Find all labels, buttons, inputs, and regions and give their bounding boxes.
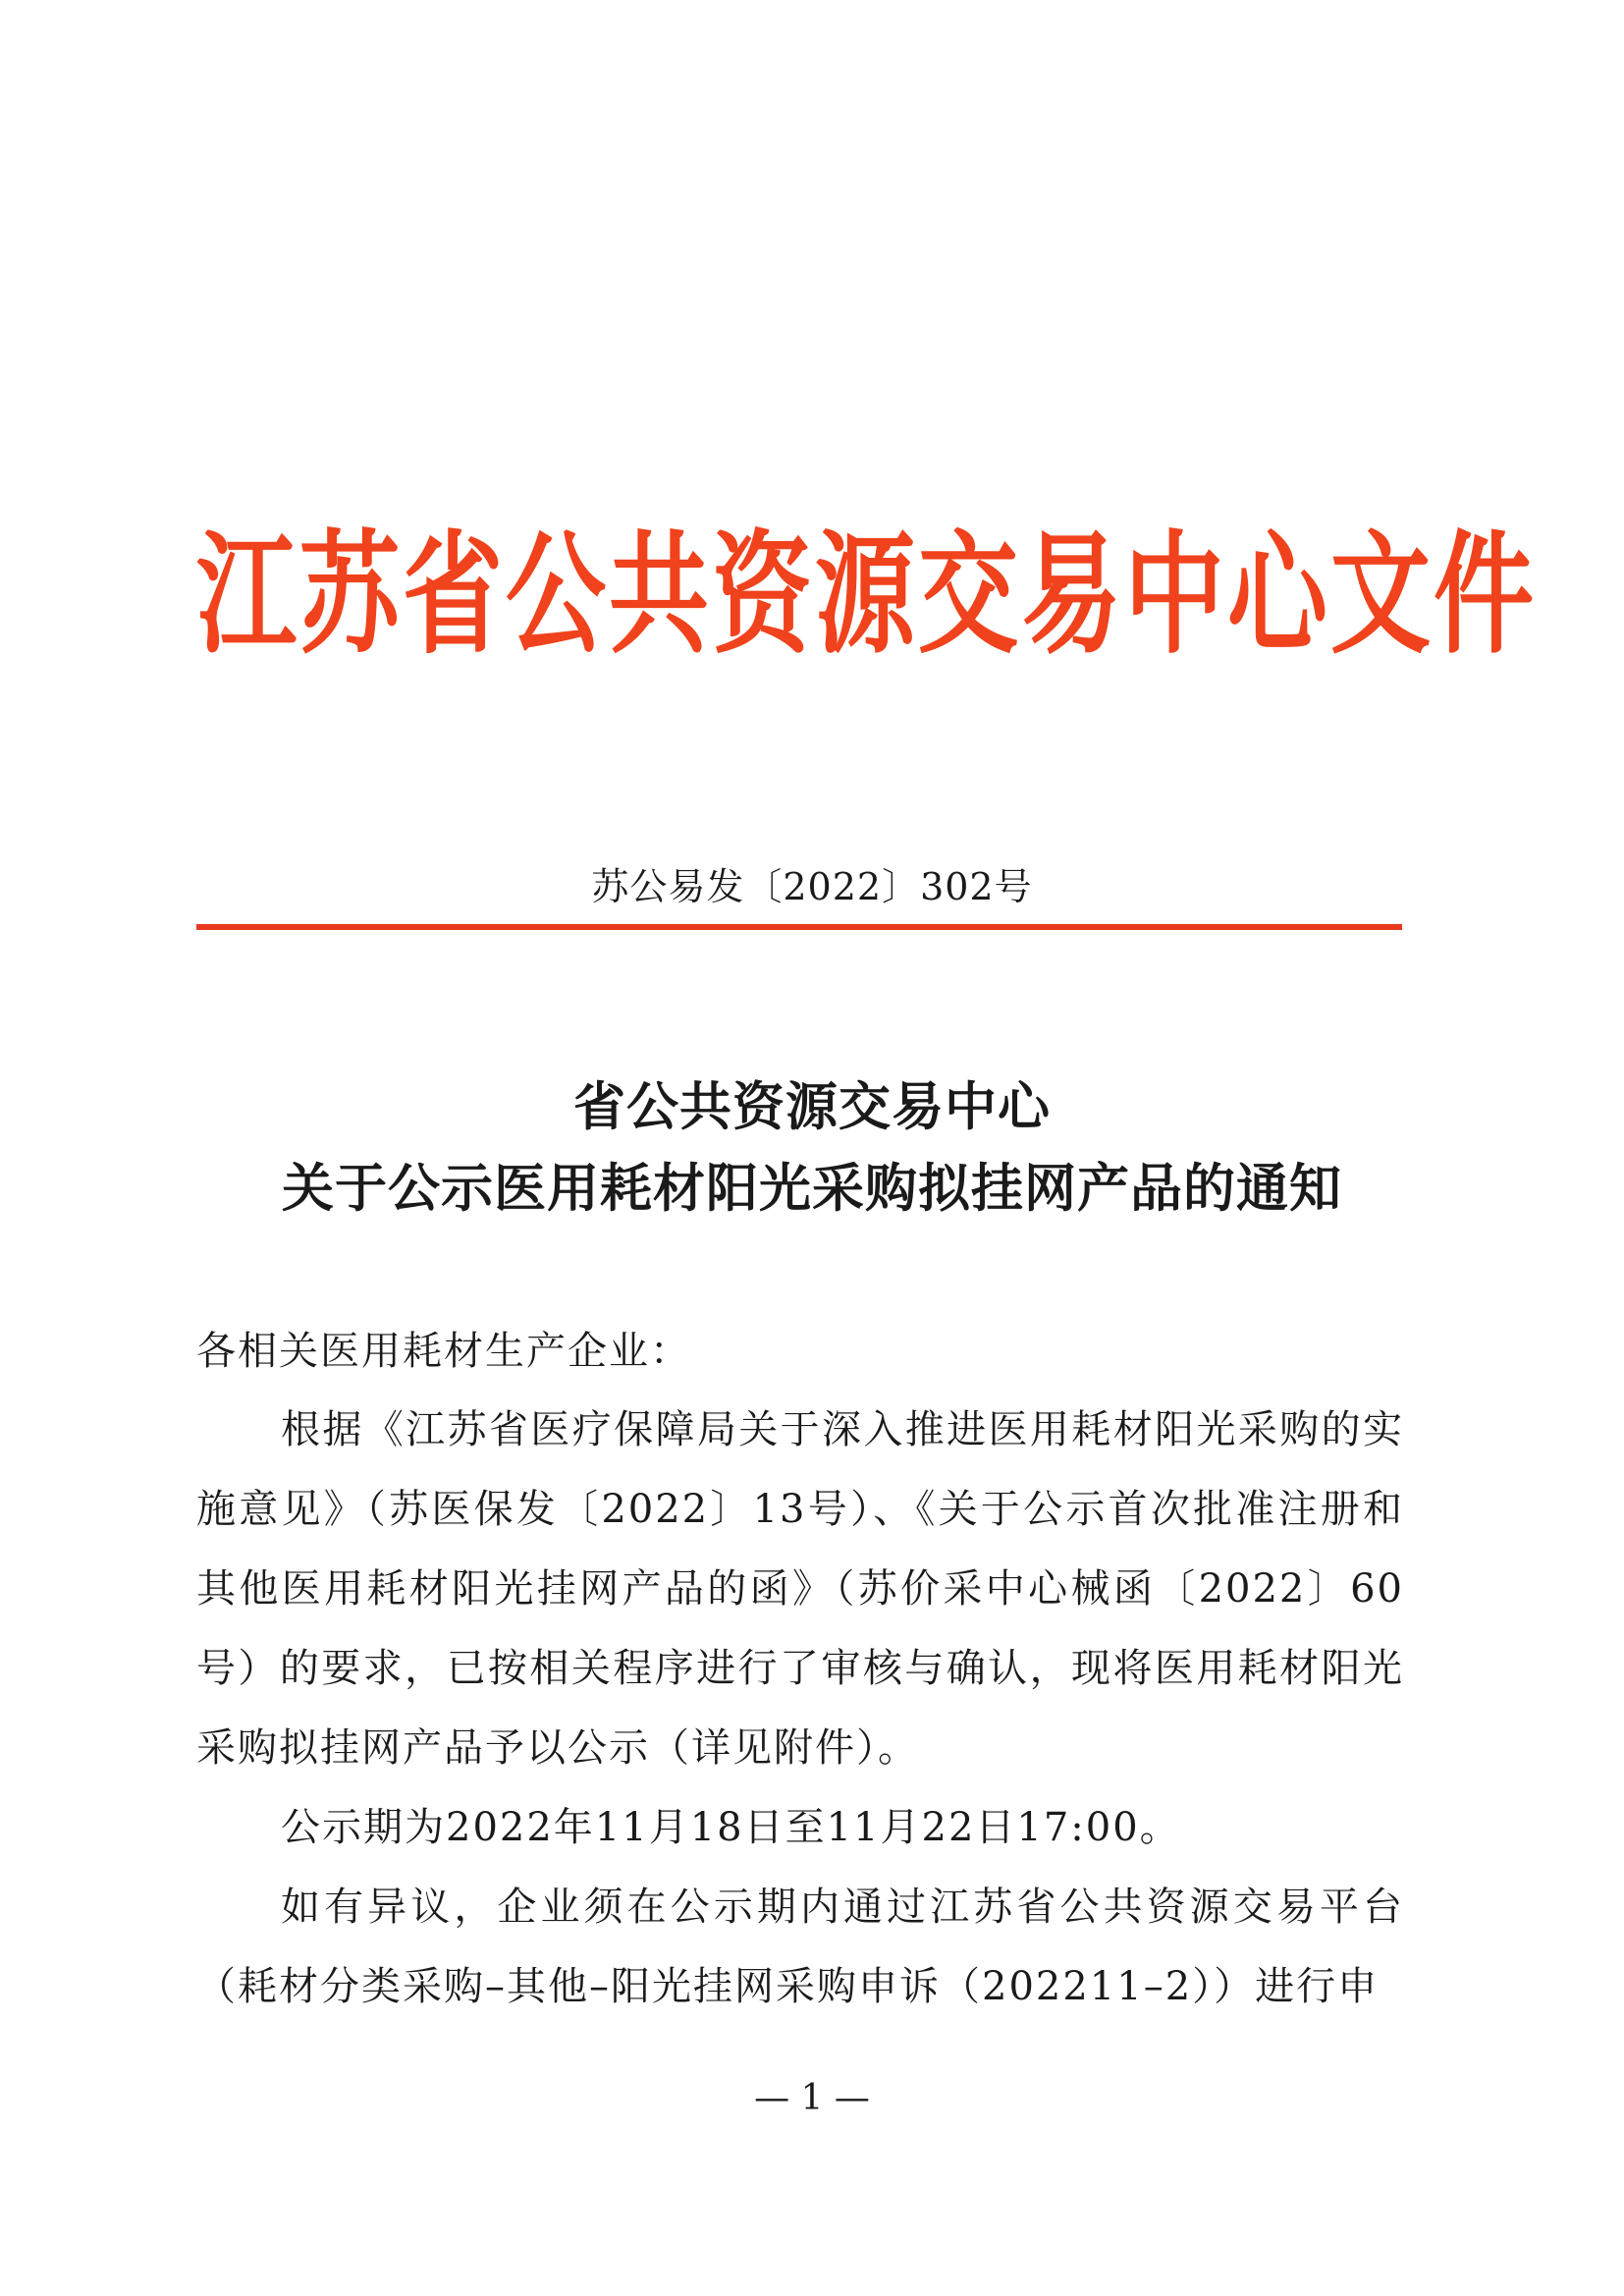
page-number: — 1 — — [754, 2078, 870, 2118]
header-title: 江苏省公共资源交易中心文件 — [196, 519, 1537, 674]
document-number: 苏公易发〔2022〕302号 — [591, 865, 1033, 908]
salutation: 各相关医用耗材生产企业： — [196, 1329, 691, 1374]
body-paragraph-1: 根据《江苏省医疗保障局关于深入推进医用耗材阳光采购的实施意见》（苏医保发〔2022〕13号）、《关于公示首次批准注册和其他医用耗材阳光挂网产品的函》（苏价采中心械函〔2022〕60号）的要求，已按相关程序进行了审核与确认，现将医用耗材阳光采购拟挂网产品予以公示（详见附件）。 — [196, 1407, 1404, 1771]
notice-title-line-2: 关于公示医用耗材阳光采购拟挂网产品的通知 — [282, 1158, 1342, 1219]
red-divider — [196, 924, 1402, 930]
notice-title-line-1: 省公共资源交易中心 — [573, 1076, 1051, 1137]
body-paragraph-2: 公示期为2022年11月18日至11月22日17:00。 — [281, 1805, 1181, 1850]
body-paragraph-3: 如有异议，企业须在公示期内通过江苏省公共资源交易平台（耗材分类采购–其他–阳光挂网采购申诉（202211–2））进行申 — [196, 1885, 1404, 2009]
